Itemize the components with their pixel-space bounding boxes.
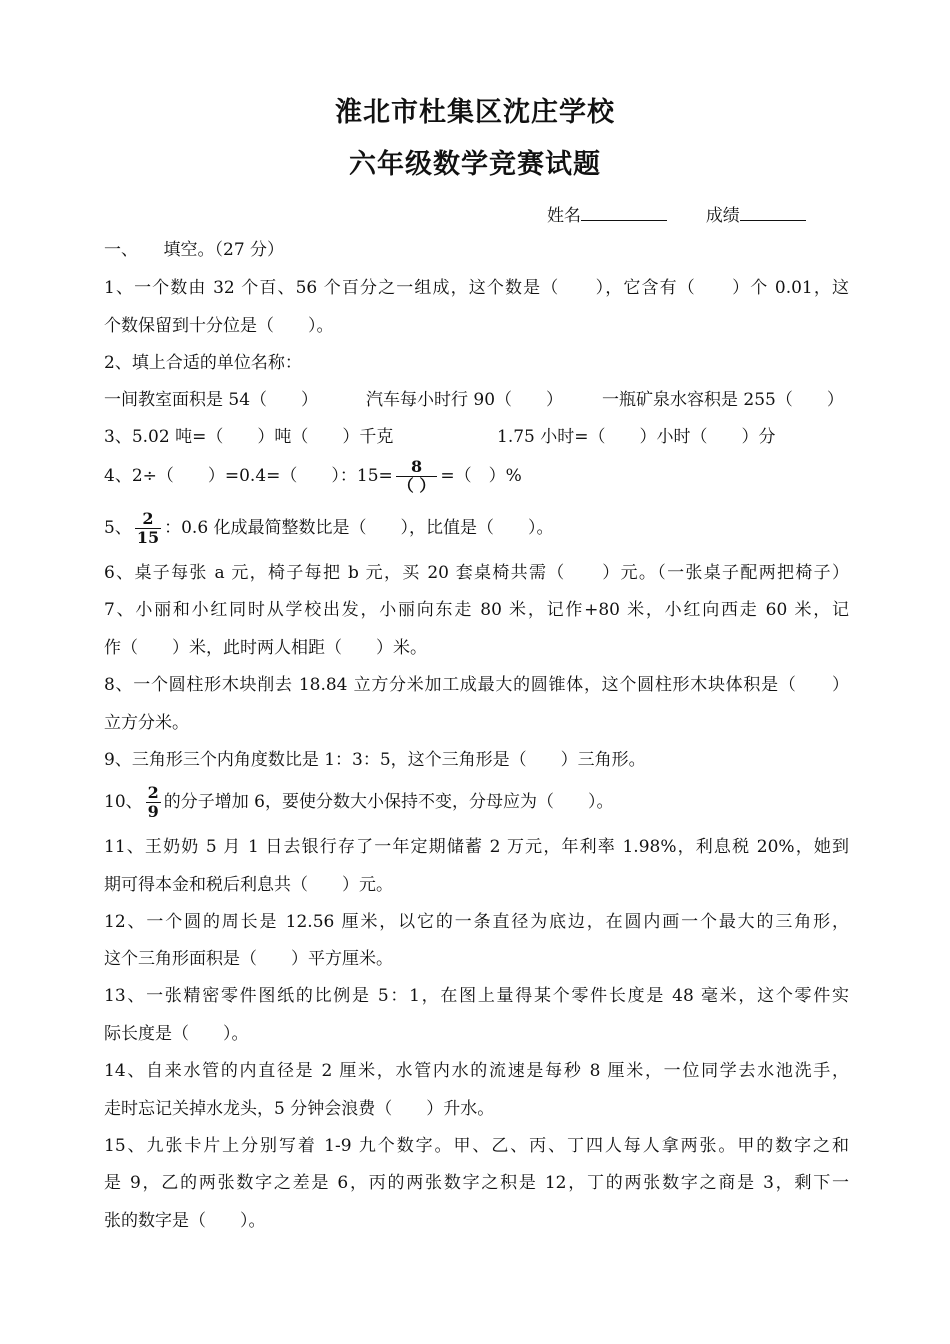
school-title: 淮北市杜集区沈庄学校 (335, 97, 615, 128)
question-10-number: 10、 (104, 792, 143, 812)
score-label: 成绩 (705, 206, 740, 226)
question-2-item-a: 一间教室面积是 54（ ） (104, 390, 319, 410)
fraction-numerator: 2 (135, 510, 161, 529)
fraction-denominator: （ ） (397, 476, 436, 495)
question-7-line-2: 作（ ）米，此时两人相距（ ）米。 (104, 638, 427, 658)
question-4-text: 4、2÷（ ）=0.4=（ ）：15= (104, 466, 393, 486)
question-1-line-1: 1、一个数由 32 个百、56 个百分之一组成，这个数是（ ），它含有（ ）个 0.01，这 (104, 278, 849, 298)
question-8-line-1: 8、一个圆柱形木块削去 18.84 立方分米加工成最大的圆锥体，这个圆柱形木块体积是（ ） (104, 675, 849, 695)
fraction-numerator: 8 (396, 458, 438, 477)
question-2-item-b: 汽车每小时行 90（ ） (366, 390, 564, 410)
question-15-line-2: 是 9，乙的两张数字之差是 6，丙的两张数字之积是 12，丁的两张数字之商是 3，剩下一 (104, 1173, 849, 1193)
question-2-item-c: 一瓶矿泉水容积是 255（ ） (602, 390, 844, 410)
question-3-part-b: 1.75 小时=（ ）小时（ ）分 (497, 427, 776, 447)
question-11-line-2: 期可得本金和税后利息共（ ）元。 (104, 875, 393, 895)
question-4-fraction (396, 458, 438, 495)
question-10-text: 的分子增加 6，要使分数大小保持不变，分母应为（ ）。 (163, 792, 614, 812)
score-blank[interactable] (740, 206, 806, 221)
fraction-denominator: 9 (147, 802, 159, 821)
section-heading: 一、 填空。（27 分） (104, 240, 285, 260)
question-2: 2、填上合适的单位名称： (104, 353, 302, 373)
question-5-fraction (135, 510, 161, 547)
question-4-tail: =（ ）% (440, 466, 522, 486)
question-5-text: ：0.6 化成最简整数比是（ ），比值是（ ）。 (164, 518, 554, 538)
question-9: 9、三角形三个内角度数比是 1：3：5，这个三角形是（ ）三角形。 (104, 750, 646, 770)
question-6: 6、桌子每张 a 元，椅子每把 b 元，买 20 套桌椅共需（ ）元。（一张桌子配两把椅子） (104, 563, 849, 583)
name-score-bar (547, 201, 806, 226)
name-label: 姓名 (547, 206, 581, 226)
question-13-line-2: 际长度是（ ）。 (104, 1024, 249, 1044)
question-12-line-2: 这个三角形面积是（ ）平方厘米。 (104, 949, 393, 969)
question-12-line-1: 12、一个圆的周长是 12.56 厘米，以它的一条直径为底边，在圆内画一个最大的三角形， (104, 912, 849, 932)
question-10-fraction (146, 784, 161, 821)
name-blank[interactable] (581, 206, 667, 221)
question-5-number: 5、 (104, 518, 132, 538)
question-14-line-1: 14、自来水管的内直径是 2 厘米，水管内水的流速是每秒 8 厘米，一位同学去水池洗手， (104, 1061, 849, 1081)
exam-title: 六年级数学竞赛试题 (349, 149, 601, 180)
fraction-denominator: 15 (136, 528, 160, 547)
question-5 (104, 510, 849, 547)
question-13-line-1: 13、一张精密零件图纸的比例是 5：1，在图上量得某个零件长度是 48 毫米，这个零件实 (104, 986, 849, 1006)
fraction-numerator: 2 (147, 783, 159, 802)
question-1-line-2: 个数保留到十分位是（ ）。 (104, 316, 334, 336)
question-15-line-1: 15、九张卡片上分别写着 1-9 九个数字。甲、乙、丙、丁四人每人拿两张。甲的数字之和 (104, 1136, 849, 1156)
question-10 (104, 784, 849, 821)
question-8-line-2: 立方分米。 (104, 713, 189, 733)
question-3-part-a: 3、5.02 吨=（ ）吨（ ）千克 (104, 427, 394, 447)
question-11-line-1: 11、王奶奶 5 月 1 日去银行存了一年定期储蓄 2 万元，年利率 1.98%，利息税 20%，她到 (104, 837, 849, 857)
question-4 (104, 458, 849, 495)
question-14-line-2: 走时忘记关掉水龙头，5 分钟会浪费（ ）升水。 (104, 1099, 495, 1119)
question-7-line-1: 7、小丽和小红同时从学校出发，小丽向东走 80 米，记作+80 米，小红向西走 60 米，记 (104, 600, 849, 620)
question-15-line-3: 张的数字是（ ）。 (104, 1211, 266, 1231)
